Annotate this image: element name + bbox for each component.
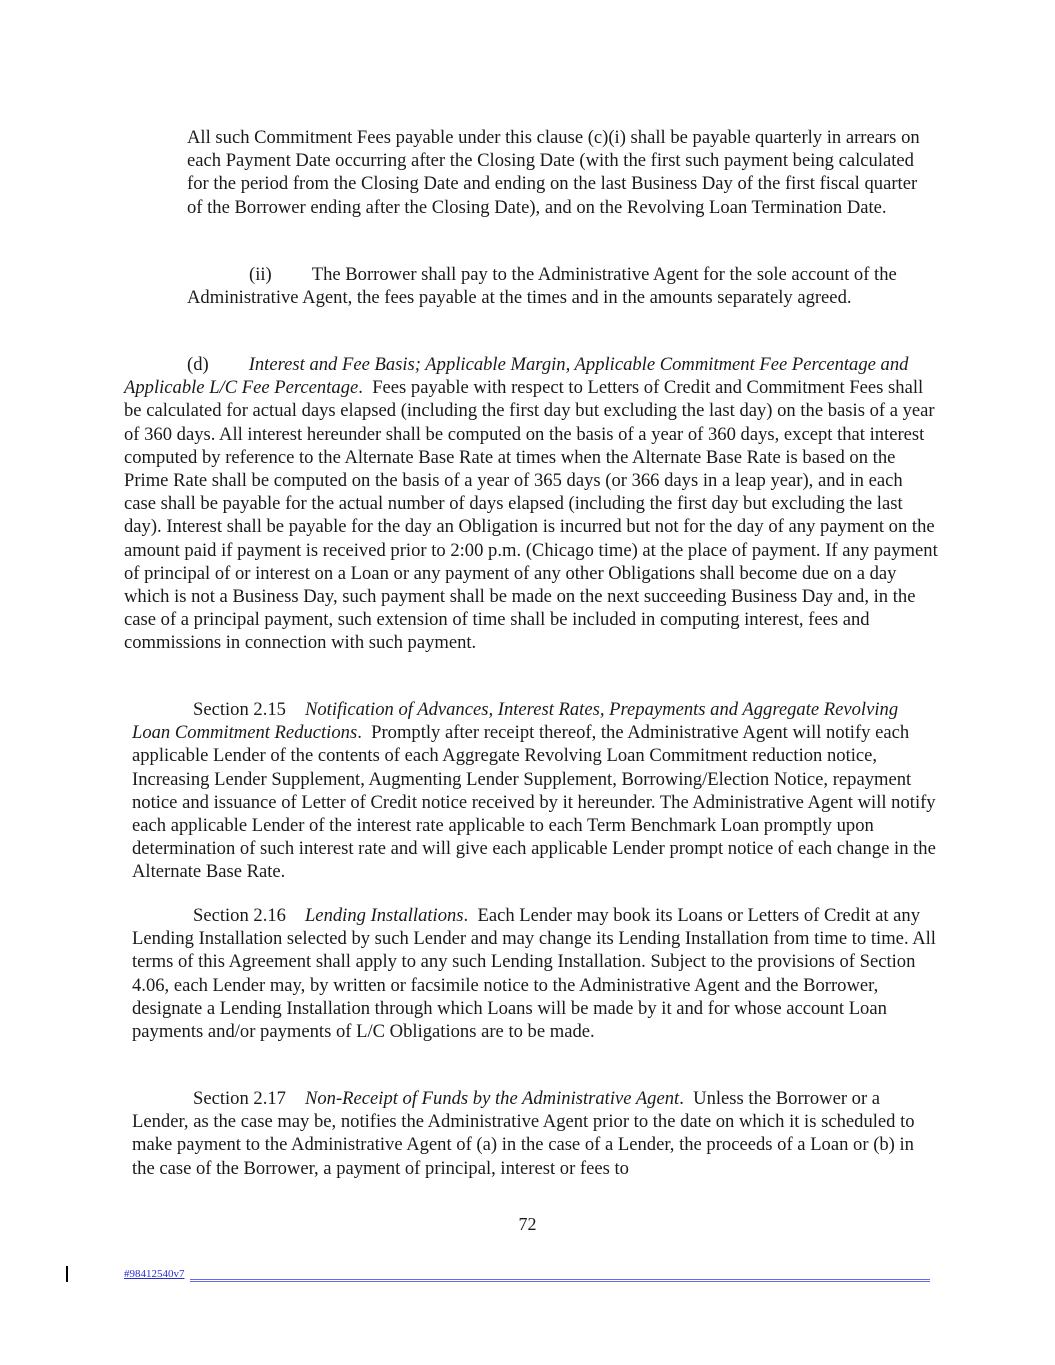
section-2-17-text: Unless the Borrower or a Lender, as the case may be, notifies the Administrative Agent prior to the date on which it is scheduled to make payment to the Administrative Agent of (a) in the case of a Lender, the proceeds of a Loan or (b) in the case of the Borrower, a payment of principal, interest or fees to — [132, 1088, 915, 1179]
clause-c-ii-label: (ii) — [249, 264, 272, 285]
section-2-16-text: Each Lender may book its Loans or Letters of Credit at any Lending Installation selected by such Lender and may change its Lending Installation from time to time. All terms of this Agreement shall apply to any such Lending Installation. Subject to the provisions of Section 4.06, each Lender may, by written or facsimile notice to the Administrative Agent and the Borrower, designate a Lending Installation through which Loans will be made by it and for whose account Loan payments and/or payments of L/C Obligations are to be made. — [132, 905, 936, 1043]
section-2-15-number: Section 2.15 — [193, 699, 286, 720]
section-2-16-number: Section 2.16 — [193, 905, 286, 926]
revision-change-bar — [66, 1266, 68, 1282]
clause-d-label: (d) — [187, 354, 209, 375]
document-id-link[interactable]: #98412540v7 — [124, 1268, 185, 1280]
page-number: 72 — [518, 1214, 537, 1234]
clause-d: (d) Interest and Fee Basis; Applicable Margin, Applicable Commitment Fee Percentage and Applicable L/C Fee Percentage. Fees payable with respect to Letters of Credit and Commitment Fees shall be calculated for actual days elapsed (including the first day but excluding the last day) on the basis of a year of 360 days. All interest hereunder shall be computed on the basis of a year of 360 days, except that interest computed by reference to the Alternate Base Rate at times when the Alternate Base Rate is based on the Prime Rate shall be computed on the basis of a year of 365 days (or 366 days in a leap year), and in each case shall be payable for the actual number of days elapsed (including the first day but excluding the last day). Interest shall be payable for the day an Obligation is incurred but not for the day of any payment on the amount paid if payment is received prior to 2:00 p.m. (Chicago time) at the place of payment. If any payment of principal of or interest on a Loan or any payment of any other Obligations shall become due on a day which is not a Business Day, such payment shall be made on the next succeeding Business Day and, in the case of a principal payment, such extension of time shall be included in computing interest, fees and commissions in connection with such payment. — [124, 354, 938, 654]
section-2-17-number: Section 2.17 — [193, 1088, 286, 1109]
section-2-15-text: Promptly after receipt thereof, the Administrative Agent will notify each applicable Lender of the contents of each Aggregate Revolving Loan Commitment reduction notice, Increasing Lender Supplement, Augmenting Lender Supplement, Borrowing/Election Notice, repayment notice and issuance of Letter of Credit notice received by it hereunder. The Administrative Agent will notify each applicable Lender of the interest rate applicable to each Term Benchmark Loan promptly upon determination of such interest rate and will give each applicable Lender prompt notice of each change in the Alternate Base Rate. — [132, 722, 936, 883]
clause-c-continuation-text: All such Commitment Fees payable under this clause (c)(i) shall be payable quarterly in arrears on each Payment Date occurring after the Closing Date (with the first such payment being calculated for the period from the Closing Date and ending on the last Business Day of the first fiscal quarter of the Borrower ending after the Closing Date), and on the Revolving Loan Termination Date. — [187, 127, 920, 218]
section-2-17: Section 2.17 Non-Receipt of Funds by the Administrative Agent. Unless the Borrower or a Lender, as the case may be, notifies the Administrative Agent prior to the date on which it is scheduled to make payment to the Administrative Agent of (a) in the case of a Lender, the proceeds of a Loan or (b) in the case of the Borrower, a payment of principal, interest or fees to — [132, 1088, 915, 1179]
section-2-16: Section 2.16 Lending Installations. Each Lender may book its Loans or Letters of Credit at any Lending Installation selected by such Lender and may change its Lending Installation from time to time. All terms of this Agreement shall apply to any such Lending Installation. Subject to the provisions of Section 4.06, each Lender may, by written or facsimile notice to the Administrative Agent and the Borrower, designate a Lending Installation through which Loans will be made by it and for whose account Loan payments and/or payments of L/C Obligations are to be made. — [132, 905, 936, 1043]
clause-d-text: Fees payable with respect to Letters of Credit and Commitment Fees shall be calculated for actual days elapsed (including the first day but excluding the last day) on the basis of a year of 360 days. All interest hereunder shall be computed on the basis of a year of 360 days, except that interest computed by reference to the Alternate Base Rate at times when the Alternate Base Rate is based on the Prime Rate shall be computed on the basis of a year of 365 days (or 366 days in a leap year), and in each case shall be payable for the actual number of days elapsed (including the first day but excluding the last day). Interest shall be payable for the day an Obligation is incurred but not for the day of any payment on the amount paid if payment is received prior to 2:00 p.m. (Chicago time) at the place of payment. If any payment of principal of or interest on a Loan or any payment of any other Obligations shall become due on a day which is not a Business Day, such payment shall be made on the next succeeding Business Day and, in the case of a principal payment, such extension of time shall be included in computing interest, fees and commissions in connection with such payment. — [124, 377, 938, 654]
clause-c-ii-text: The Borrower shall pay to the Administrative Agent for the sole account of the Administrative Agent, the fees payable at the times and in the amounts separately agreed. — [187, 264, 897, 309]
section-2-17-heading: Non-Receipt of Funds by the Administrative Agent — [304, 1088, 680, 1109]
section-2-16-heading: Lending Installations — [304, 905, 464, 926]
clause-d-heading: Interest and Fee Basis; Applicable Margin, Applicable Commitment Fee Percentage and Applicable L/C Fee Percentage — [124, 354, 909, 399]
footer-rule — [190, 1279, 930, 1282]
clause-c-ii — [187, 263, 937, 309]
section-2-15-heading: Notification of Advances, Interest Rates, Prepayments and Aggregate Revolving Loan Commitment Reductions — [132, 699, 899, 744]
clause-c-continuation — [187, 126, 937, 219]
section-2-15: Section 2.15 Notification of Advances, Interest Rates, Prepayments and Aggregate Revolving Loan Commitment Reductions. Promptly after receipt thereof, the Administrative Agent will notify each applicable Lender of the contents of each Aggregate Revolving Loan Commitment reduction notice, Increasing Lender Supplement, Augmenting Lender Supplement, Borrowing/Election Notice, repayment notice and issuance of Letter of Credit notice received by it hereunder. The Administrative Agent will notify each applicable Lender of the interest rate applicable to each Term Benchmark Loan promptly upon determination of such interest rate and will give each applicable Lender prompt notice of each change in the Alternate Base Rate. — [132, 699, 936, 883]
